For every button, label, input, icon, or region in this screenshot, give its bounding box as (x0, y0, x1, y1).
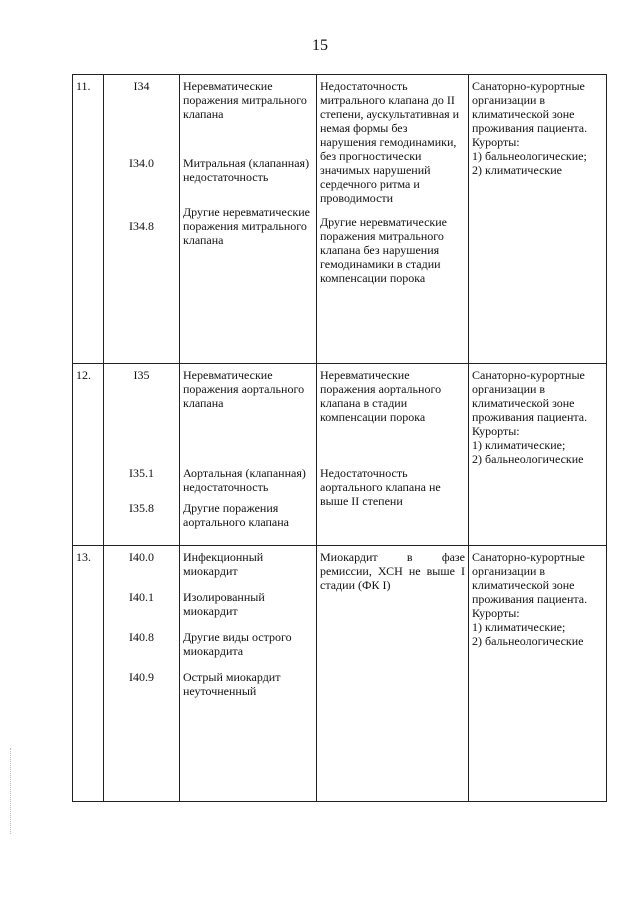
disease-names-cell (180, 75, 317, 364)
page-number: 15 (312, 37, 328, 54)
disease-name: Неревматические поражения митрального клапана (183, 79, 307, 121)
resort-text: Санаторно-курортные организации в климатической зоне проживания пациента. (472, 79, 588, 135)
icd-codes-cell (104, 75, 180, 364)
conditions-cell (317, 364, 469, 546)
disease-name: Неревматические поражения аортального клапана (183, 368, 305, 410)
icd-code: I35.1 (129, 466, 154, 480)
icd-code: I35 (133, 368, 150, 382)
disease-name: Инфекционный миокардит (183, 550, 264, 578)
condition-text: Неревматические поражения аортального клапана в стадии компенсации порока (320, 368, 442, 424)
conditions-cell (317, 546, 469, 802)
scan-margin-mark (10, 748, 12, 834)
disease-name: Другие неревматические поражения митрального клапана (183, 205, 310, 247)
condition-text: Миокардит в фазе ремиссии, ХСН не выше I стадии (ФК I) (320, 550, 465, 592)
resort-text: Санаторно-курортные организации в климатической зоне проживания пациента. (472, 368, 588, 424)
disease-name: Острый миокардит неуточненный (183, 670, 281, 698)
resort-cell (469, 75, 607, 364)
conditions-cell (317, 75, 469, 364)
icd-code: I40.1 (129, 590, 154, 604)
disease-name: Другие виды острого миокардита (183, 630, 292, 658)
icd-code: I34.0 (129, 156, 154, 170)
resort-cell (469, 364, 607, 546)
icd-code: I40.8 (129, 630, 154, 644)
disease-names-cell (180, 546, 317, 802)
disease-name: Митральная (клапанная) недостаточность (183, 156, 310, 184)
resort-text: 2) бальнеологические (472, 452, 584, 466)
icd-codes-cell (104, 364, 180, 546)
table-row (73, 364, 607, 546)
resort-text: 2) климатические (472, 163, 562, 177)
icd-code: I40.0 (129, 550, 154, 564)
disease-names-cell (180, 364, 317, 546)
row-number: 11. (73, 75, 104, 364)
resort-text: Курорты: (472, 606, 520, 620)
row-number: 12. (73, 364, 104, 546)
condition-text: Другие неревматические поражения митрального клапана без нарушения гемодинамики в стадии компенсации порока (320, 215, 447, 285)
icd-code: I34 (133, 79, 150, 93)
table-row (73, 75, 607, 364)
resort-text: Курорты: (472, 424, 520, 438)
condition-text: Недостаточность аортального клапана не выше II степени (320, 466, 441, 508)
disease-name: Изолированный миокардит (183, 590, 265, 618)
resort-text: Курорты: (472, 135, 520, 149)
resort-text: 1) бальнеологические; (472, 149, 587, 163)
icd-code: I40.9 (129, 670, 154, 684)
table-row (73, 546, 607, 802)
row-number: 13. (73, 546, 104, 802)
resort-text: 2) бальнеологические (472, 634, 584, 648)
icd-codes-cell (104, 546, 180, 802)
resort-text: Санаторно-курортные организации в климатической зоне проживания пациента. (472, 550, 588, 606)
disease-name: Другие поражения аортального клапана (183, 501, 289, 529)
resort-cell (469, 546, 607, 802)
condition-text: Недостаточность митрального клапана до II степени, аускультативная и немая формы без нарушения гемодинамики, без прогностически значимых нарушений сердечного ритма и проводимости (320, 79, 460, 205)
icd-code: I35.8 (129, 501, 154, 515)
resort-text: 1) климатические; (472, 620, 566, 634)
resort-text: 1) климатические; (472, 438, 566, 452)
resort-treatment-table (72, 74, 607, 802)
icd-code: I34.8 (129, 219, 154, 233)
disease-name: Аортальная (клапанная) недостаточность (183, 466, 306, 494)
